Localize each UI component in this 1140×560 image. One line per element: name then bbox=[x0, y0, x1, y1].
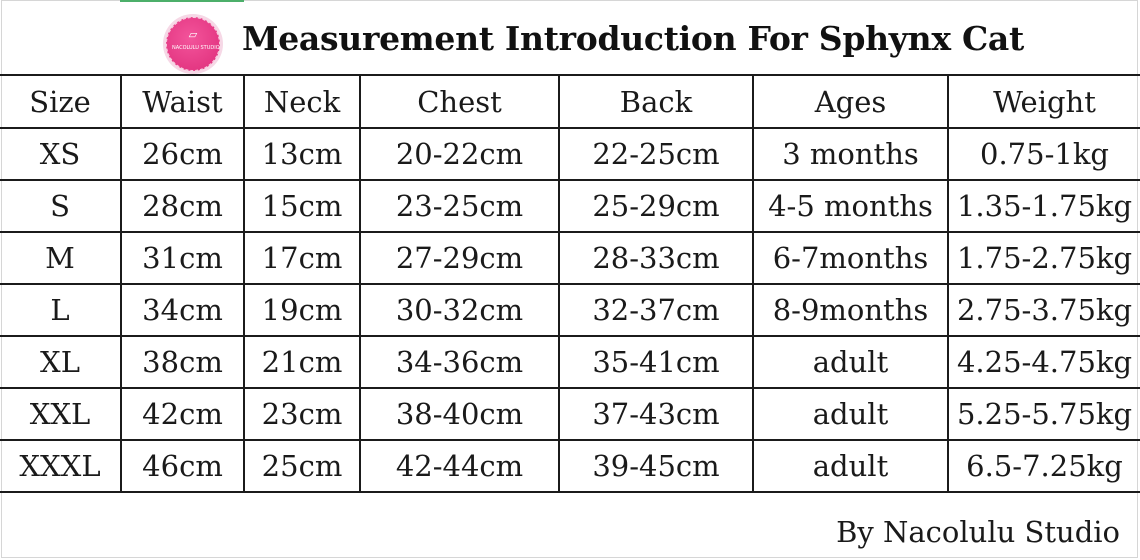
cell-neck: 15cm bbox=[244, 180, 360, 232]
cell-neck: 25cm bbox=[244, 440, 360, 492]
table-row bbox=[0, 128, 1140, 180]
cell-neck: 13cm bbox=[244, 128, 360, 180]
cell-chest: 34-36cm bbox=[360, 336, 559, 388]
table-row bbox=[0, 232, 1140, 284]
cell-waist: 46cm bbox=[121, 440, 244, 492]
cell-size: XXL bbox=[0, 388, 121, 440]
cell-size: L bbox=[0, 284, 121, 336]
cell-weight: 2.75-3.75kg bbox=[948, 284, 1140, 336]
studio-credit: By Nacolulu Studio bbox=[836, 515, 1120, 549]
cell-back: 35-41cm bbox=[559, 336, 753, 388]
cell-waist: 26cm bbox=[121, 128, 244, 180]
cell-size: XL bbox=[0, 336, 121, 388]
cell-neck: 17cm bbox=[244, 232, 360, 284]
cell-waist: 31cm bbox=[121, 232, 244, 284]
column-header-weight: Weight bbox=[948, 75, 1140, 128]
cell-back: 39-45cm bbox=[559, 440, 753, 492]
column-header-size: Size bbox=[0, 75, 121, 128]
cell-chest: 20-22cm bbox=[360, 128, 559, 180]
column-header-chest: Chest bbox=[360, 75, 559, 128]
cell-ages: adult bbox=[753, 336, 948, 388]
column-header-neck: Neck bbox=[244, 75, 360, 128]
size-chart-table bbox=[0, 74, 1140, 493]
cell-neck: 21cm bbox=[244, 336, 360, 388]
table-body bbox=[0, 128, 1140, 492]
cell-ages: 8-9months bbox=[753, 284, 948, 336]
table-row bbox=[0, 388, 1140, 440]
cell-weight: 6.5-7.25kg bbox=[948, 440, 1140, 492]
cell-chest: 42-44cm bbox=[360, 440, 559, 492]
cell-size: XS bbox=[0, 128, 121, 180]
cell-ages: 4-5 months bbox=[753, 180, 948, 232]
column-header-waist: Waist bbox=[121, 75, 244, 128]
cell-weight: 0.75-1kg bbox=[948, 128, 1140, 180]
cell-size: S bbox=[0, 180, 121, 232]
table-row bbox=[0, 336, 1140, 388]
cell-size: M bbox=[0, 232, 121, 284]
header-row bbox=[0, 75, 1140, 128]
cell-weight: 1.35-1.75kg bbox=[948, 180, 1140, 232]
cell-back: 28-33cm bbox=[559, 232, 753, 284]
table-row bbox=[0, 440, 1140, 492]
cell-ages: 6-7months bbox=[753, 232, 948, 284]
table-header bbox=[0, 75, 1140, 128]
cell-neck: 23cm bbox=[244, 388, 360, 440]
cell-back: 25-29cm bbox=[559, 180, 753, 232]
page-title: Measurement Introduction For Sphynx Cat bbox=[242, 19, 1024, 58]
cell-back: 32-37cm bbox=[559, 284, 753, 336]
logo-text: NACOLULU STUDIO bbox=[172, 45, 220, 51]
table-row bbox=[0, 180, 1140, 232]
cell-waist: 34cm bbox=[121, 284, 244, 336]
cell-ages: adult bbox=[753, 388, 948, 440]
cell-chest: 38-40cm bbox=[360, 388, 559, 440]
cell-ages: adult bbox=[753, 440, 948, 492]
cell-waist: 38cm bbox=[121, 336, 244, 388]
cat-head-icon: ▱ bbox=[188, 28, 198, 41]
cell-chest: 30-32cm bbox=[360, 284, 559, 336]
cell-chest: 27-29cm bbox=[360, 232, 559, 284]
brand-logo bbox=[166, 17, 220, 71]
cell-waist: 28cm bbox=[121, 180, 244, 232]
cell-size: XXXL bbox=[0, 440, 121, 492]
table-row bbox=[0, 284, 1140, 336]
cell-weight: 4.25-4.75kg bbox=[948, 336, 1140, 388]
cell-neck: 19cm bbox=[244, 284, 360, 336]
cell-back: 37-43cm bbox=[559, 388, 753, 440]
header bbox=[0, 0, 1140, 74]
column-header-ages: Ages bbox=[753, 75, 948, 128]
cell-chest: 23-25cm bbox=[360, 180, 559, 232]
cell-weight: 5.25-5.75kg bbox=[948, 388, 1140, 440]
cell-ages: 3 months bbox=[753, 128, 948, 180]
cell-back: 22-25cm bbox=[559, 128, 753, 180]
cell-weight: 1.75-2.75kg bbox=[948, 232, 1140, 284]
column-header-back: Back bbox=[559, 75, 753, 128]
cell-waist: 42cm bbox=[121, 388, 244, 440]
logo-ring bbox=[166, 17, 220, 71]
